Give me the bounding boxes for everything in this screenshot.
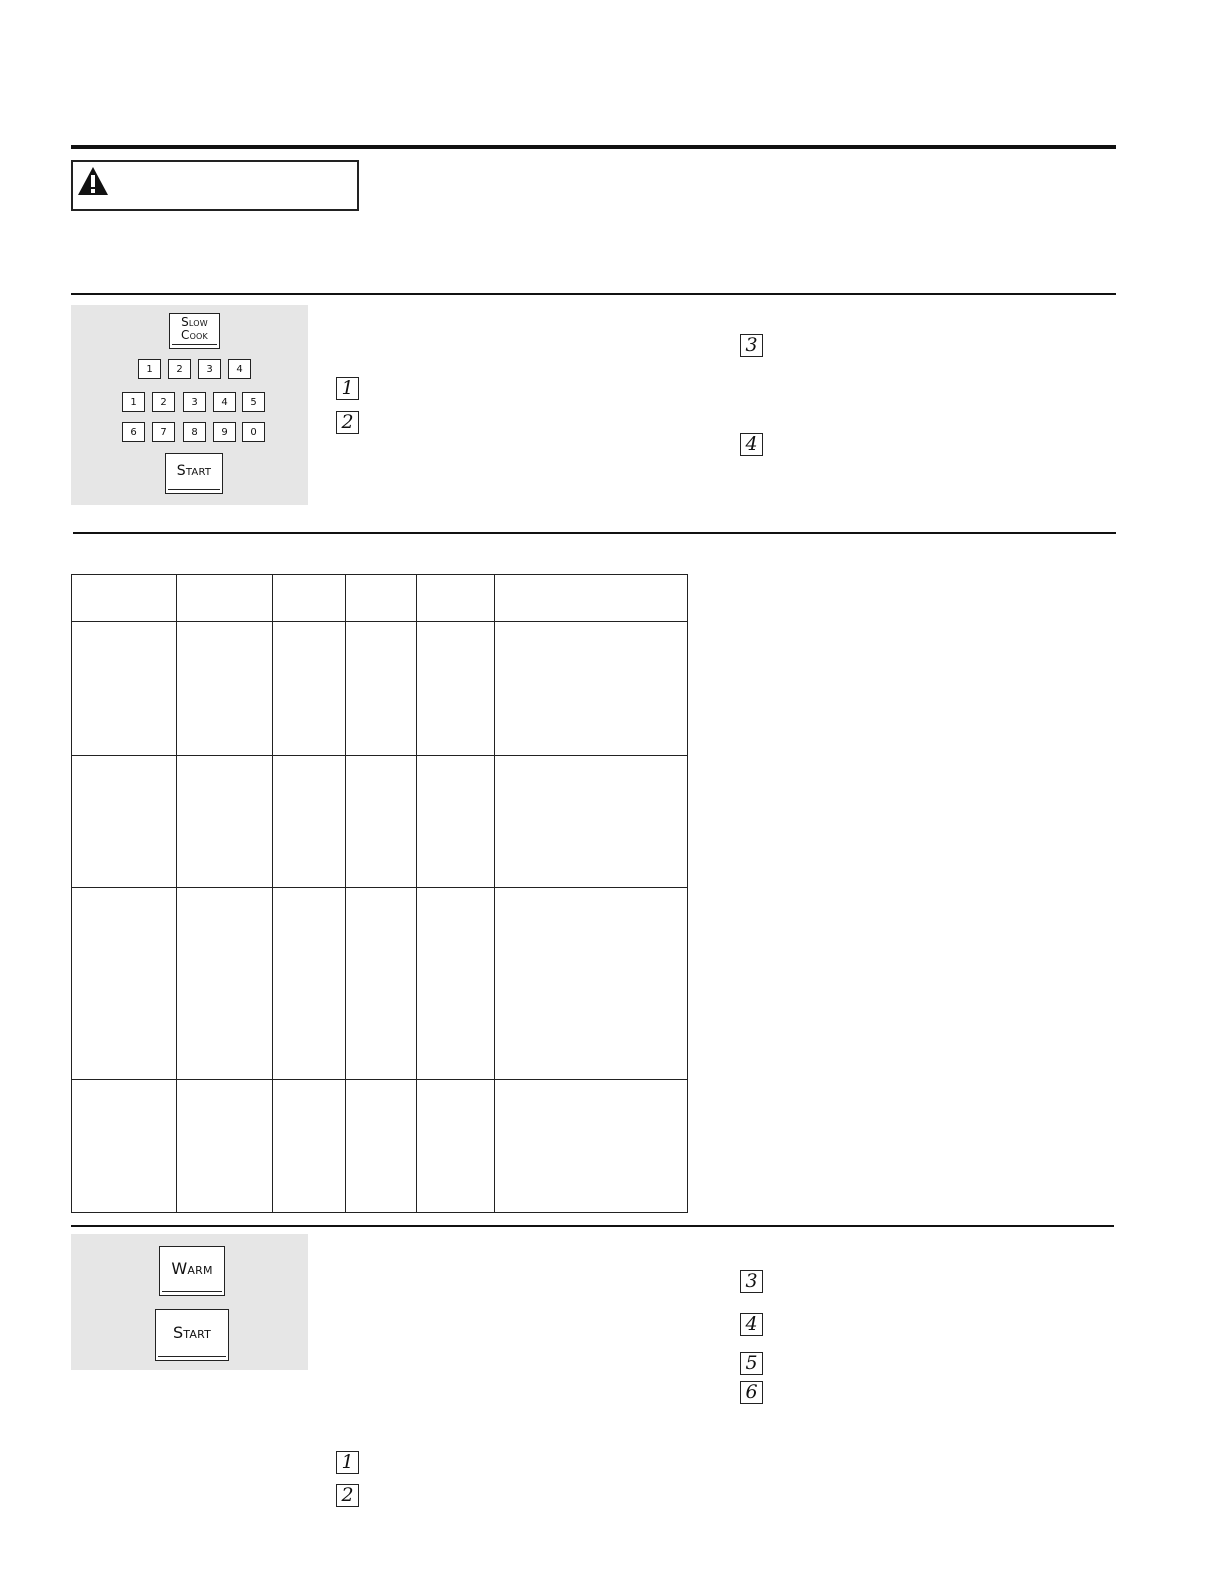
number-key-5[interactable]: 5 — [242, 392, 265, 412]
table-header-cell — [495, 575, 688, 622]
number-key-6[interactable]: 6 — [122, 422, 145, 442]
table-cell — [417, 756, 495, 888]
table-cell — [417, 1080, 495, 1213]
section-rule — [73, 532, 1116, 534]
table-row — [72, 888, 688, 1080]
table-cell — [417, 622, 495, 756]
warm-key-label: Warm — [171, 1258, 213, 1278]
power-key-4[interactable]: 4 — [228, 359, 251, 379]
table-cell — [417, 888, 495, 1080]
table-cell — [495, 756, 688, 888]
table-cell — [273, 622, 346, 756]
table-cell — [346, 888, 417, 1080]
table-header-cell — [417, 575, 495, 622]
slow-cook-guide-table — [71, 574, 688, 1213]
table-row — [72, 622, 688, 756]
number-key-1[interactable]: 1 — [122, 392, 145, 412]
power-key-3[interactable]: 3 — [198, 359, 221, 379]
table-header-cell — [72, 575, 177, 622]
table-cell — [177, 888, 273, 1080]
step-3: 3 — [740, 1270, 763, 1293]
start-key[interactable] — [155, 1309, 229, 1361]
warning-triangle-icon — [77, 166, 109, 196]
warm-keypad-panel — [71, 1234, 308, 1370]
slow-cook-key-line2: Cook — [180, 328, 209, 342]
start-key-label: Start — [172, 1322, 212, 1342]
section-rule — [71, 1225, 1114, 1227]
table-cell — [346, 622, 417, 756]
step-5: 5 — [740, 1352, 763, 1375]
step-3: 3 — [740, 334, 763, 357]
table-header-row — [72, 575, 688, 622]
number-key-9[interactable]: 9 — [213, 422, 236, 442]
table-cell — [177, 622, 273, 756]
table-cell — [273, 888, 346, 1080]
slow-cook-keypad-panel — [71, 305, 308, 505]
number-key-8[interactable]: 8 — [183, 422, 206, 442]
caution-box — [71, 160, 359, 211]
table-row — [72, 1080, 688, 1213]
step-4: 4 — [740, 433, 763, 456]
step-6: 6 — [740, 1381, 763, 1404]
table-cell — [273, 756, 346, 888]
table-row — [72, 756, 688, 888]
number-key-4[interactable]: 4 — [213, 392, 236, 412]
start-key-label: Start — [176, 463, 212, 480]
slow-cook-key-line1: Slow — [181, 315, 208, 330]
header-rule — [71, 145, 1116, 149]
step-2: 2 — [336, 411, 359, 434]
table-cell — [177, 756, 273, 888]
table-header-cell — [346, 575, 417, 622]
table-header-cell — [177, 575, 273, 622]
step-1: 1 — [336, 1451, 359, 1474]
table-cell — [495, 888, 688, 1080]
table-cell — [72, 1080, 177, 1213]
number-key-7[interactable]: 7 — [152, 422, 175, 442]
table-cell — [495, 622, 688, 756]
start-key[interactable] — [165, 453, 223, 494]
section-rule — [71, 293, 1116, 295]
table-cell — [177, 1080, 273, 1213]
step-4: 4 — [740, 1313, 763, 1336]
step-2: 2 — [336, 1484, 359, 1507]
table-cell — [72, 622, 177, 756]
table-cell — [346, 756, 417, 888]
number-key-0[interactable]: 0 — [242, 422, 265, 442]
number-key-2[interactable]: 2 — [152, 392, 175, 412]
table-cell — [346, 1080, 417, 1213]
power-key-1[interactable]: 1 — [138, 359, 161, 379]
table-cell — [273, 1080, 346, 1213]
table-cell — [72, 888, 177, 1080]
warm-key[interactable] — [159, 1246, 225, 1296]
table-header-cell — [273, 575, 346, 622]
table-cell — [72, 756, 177, 888]
power-key-2[interactable]: 2 — [168, 359, 191, 379]
table-cell — [495, 1080, 688, 1213]
slow-cook-key[interactable] — [169, 313, 220, 349]
step-1: 1 — [336, 377, 359, 400]
number-key-3[interactable]: 3 — [183, 392, 206, 412]
